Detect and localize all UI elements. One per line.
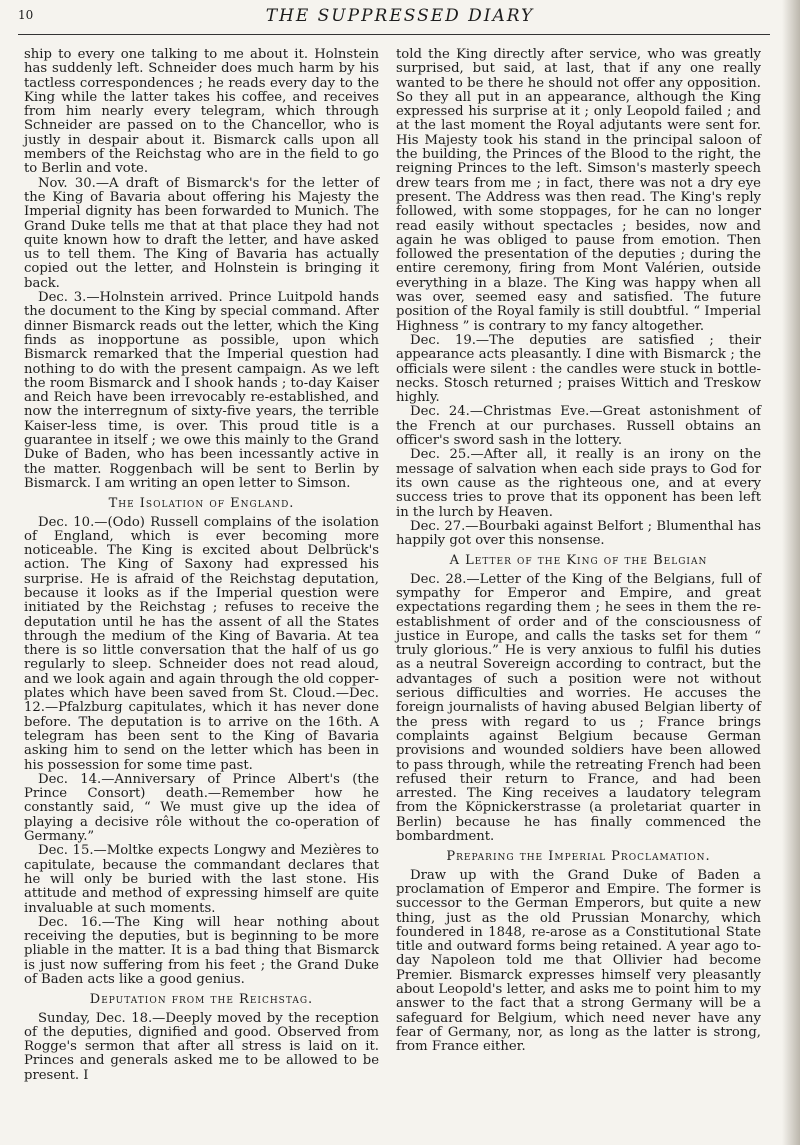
paragraph: ship to every one talking to me about it. Holnstein has suddenly left. Schneider does much harm by his tactless correspondences ; he reads every day to the King while the latter takes his coffee, and receives from him nearly every telegram, which through Schneider are passed on to the Chancellor, who is justly in despair about it. Bismarck calls upon all members of the Reichstag who are in the field to go to Berlin and vote. bbox=[24, 47, 379, 177]
paragraph: Dec. 28.—Letter of the King of the Belgians, full of sympathy for Emperor and Empire, and great expectations regarding them ; he sees in them the re-establishment of order and of the consciousness of justice in Europe, and calls the tasks set for them “ truly glorious.” He is very anxious to fulfil his duties as a neutral Sovereign according to contract, but the advantages of such a position were not without serious difficulties and worries. He accuses the foreign journalists of having abused Belgian liberty of the press with regard to us ; France brings complaints against Belgium because German provisions and wounded soldiers have been allowed to pass through, while the retreating French had been refused their return to France, and had been arrested. The King receives a laudatory telegram from the Köpnickerstrasse (a proletariat quarter in Berlin) because he has finally commenced the bombardment. bbox=[396, 571, 761, 845]
section-heading: Preparing the Imperial Proclamation. bbox=[446, 849, 711, 865]
paragraph: Dec. 3.—Holnstein arrived. Prince Luitpold hands the document to the King by special command. After dinner Bismarck reads out the letter, which the King finds as inopportune as possible, upon which Bismarck remarked that the Imperial question had nothing to do with the present campaign. As we left the room Bismarck and I shook hands ; to-day Kaiser and Reich have been irrevocably re-established, and now the interregnum of sixty-five years, the terrible Kaiser-less time, is over. This proud title is a guarantee in itself ; we owe this mainly to the Grand Duke of Baden, who has been incessantly active in the matter. Roggenbach will be sent to Berlin by Bismarck. I am writing an open letter to Simson. bbox=[24, 290, 379, 491]
paragraph: Dec. 15.—Moltke expects Longwy and Mezières to capitulate, because the commandant declares that he will only be buried with the last stone. His attitude and method of expressing himself are quite invaluable at such moments. bbox=[24, 843, 379, 916]
paragraph: Dec. 16.—The King will hear nothing about receiving the deputies, but is beginning to be more pliable in the matter. It is a bad thing that Bismarck is just now suffering from his feet ; the Grand Duke of Baden acts like a good genius. bbox=[24, 914, 379, 987]
running-title: THE SUPPRESSED DIARY bbox=[265, 6, 535, 26]
paragraph: Draw up with the Grand Duke of Baden a proclamation of Emperor and Empire. The former is successor to the German Emperors, but quite a new thing, just as the old Prussian Monarchy, which foundered in 1848, re-arose as a Constitutional State title and outward forms being retained. A year ago to-day Napoleon told me that Ollivier had become Premier. Bismarck expresses himself very pleasantly about Leopold's letter, and asks me to point him to my answer to the fact that a strong Germany will be a safeguard for Belgium, which need never have any fear of Germany, nor, as long as the latter is strong, from France either. bbox=[396, 867, 761, 1055]
left-column bbox=[24, 48, 379, 1083]
paragraph: told the King directly after service, who was greatly surprised, but said, at last, that if any one really wanted to be there he should not offer any opposition. So they all put in an appearance, although the King expressed his surprise at it ; only Leopold failed ; and at the last moment the Royal adjutants were sent for. His Majesty took his stand in the principal saloon of the building, the Princes of the Blood to the right, the reigning Princes to the left. Simson's masterly speech drew tears from me ; in fact, there was not a dry eye present. The Address was then read. The King's reply followed, with some stoppages, for he can no longer read easily without spectacles ; besides, now and again he was obliged to pause from emotion. Then followed the presentation of the deputies ; during the entire ceremony, firing from Mont Valérien, outside everything in a blaze. The King was happy when all was over, seemed easy and satisfied. The future position of the Royal family is still doubtful. “ Imperial Highness ” is contrary to my fancy altogether. bbox=[396, 47, 761, 334]
right-column bbox=[396, 48, 761, 1054]
page-edge-shadow bbox=[782, 0, 800, 1145]
paragraph: Dec. 19.—The deputies are satisfied ; their appearance acts pleasantly. I dine with Bismarck ; the officials were silent : the candles were stuck in bottle-necks. Stosch returned ; praises Wittich and Treskow highly. bbox=[396, 332, 761, 406]
section-heading: Deputation from the Reichstag. bbox=[89, 992, 314, 1008]
page-number: 10 bbox=[18, 8, 34, 22]
paragraph: Dec. 24.—Christmas Eve.—Great astonishment of the French at our purchases. Russell obtains an officer's sword sash in the lottery. bbox=[396, 404, 761, 449]
section-heading: A Letter of the King of the Belgian bbox=[449, 553, 708, 569]
header-rule bbox=[18, 34, 770, 35]
section-heading: The Isolation of England. bbox=[108, 496, 295, 512]
paragraph: Dec. 27.—Bourbaki against Belfort ; Blumenthal has happily got over this nonsense. bbox=[396, 518, 761, 549]
paragraph: Dec. 14.—Anniversary of Prince Albert's (the Prince Consort) death.—Remember how he constantly said, “ We must give up the idea of playing a decisive rôle without the co-operation of Germany.” bbox=[24, 771, 379, 845]
paragraph: Nov. 30.—A draft of Bismarck's for the letter of the King of Bavaria about offering his Majesty the Imperial dignity has been forwarded to Munich. The Grand Duke tells me that at that place they had not quite known how to draft the letter, and have asked us to tell them. The King of Bavaria has actually copied out the letter, and Holnstein is bringing it back. bbox=[24, 175, 379, 291]
paragraph: Dec. 10.—(Odo) Russell complains of the isolation of England, which is ever becoming more noticeable. The King is excited about Delbrück's action. The King of Saxony had expressed his surprise. He is afraid of the Reichstag deputation, because it looks as if the Imperial question were initiated by the Reichstag ; refuses to receive the deputation until he has the assent of all the States through the medium of the King of Bavaria. At tea there is so little conversation that the half of us go regularly to sleep. Schneider does not read aloud, and we look again and again through the old copper-plates which have been saved from St. Cloud.—Dec. 12.—Pfalzburg capitulates, which it has never done before. The deputation is to arrive on the 16th. A telegram has been sent to the King of Bavaria asking him to send on the letter which has been in his possession for some time past. bbox=[24, 514, 379, 773]
paragraph: Sunday, Dec. 18.—Deeply moved by the reception of the deputies, dignified and good. Observed from Rogge's sermon that after all stress is laid on it. Princes and generals asked me to be allowed to be present. I bbox=[24, 1010, 379, 1083]
paragraph: Dec. 25.—After all, it really is an irony on the message of salvation when each side prays to God for its own cause as the righteous one, and at every success tries to prove that its opponent has been left in the lurch by Heaven. bbox=[396, 447, 761, 520]
